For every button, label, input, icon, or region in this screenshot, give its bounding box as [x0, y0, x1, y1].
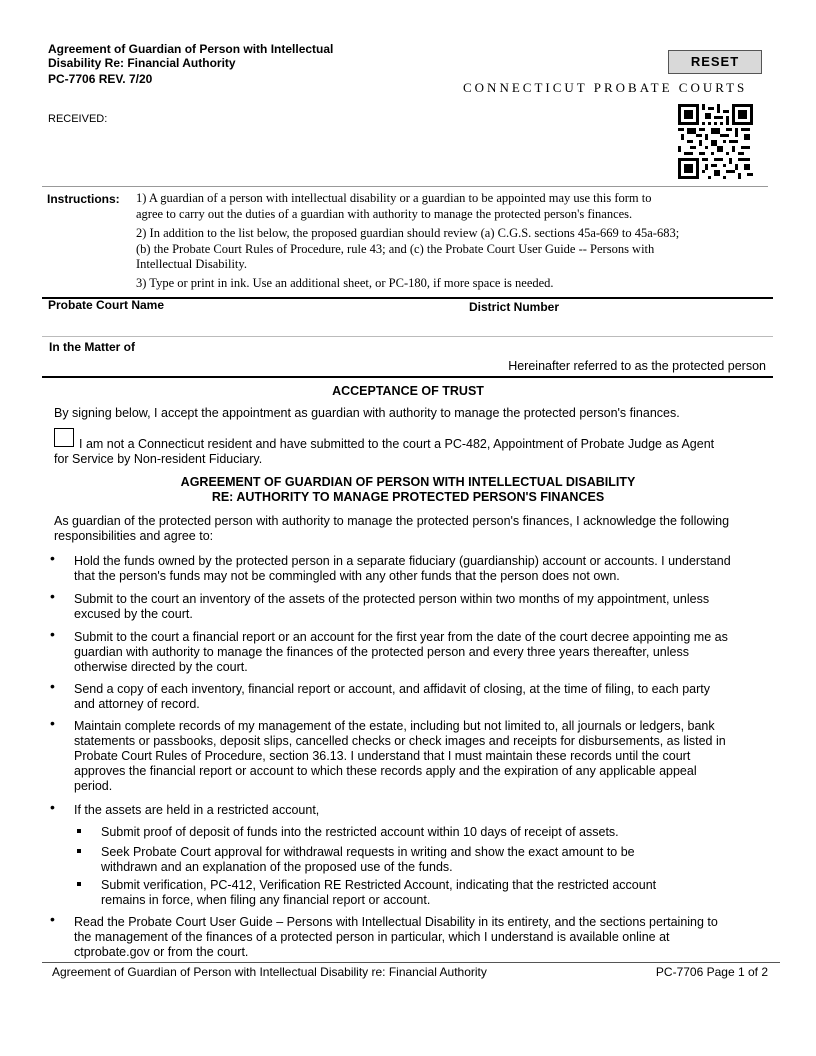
agreement-title-line1: AGREEMENT OF GUARDIAN OF PERSON WITH INTELLECTUAL DISABILITY — [180, 475, 636, 489]
qr-code-icon — [678, 104, 753, 179]
bullet-line: Send a copy of each inventory, financial report or account, and affidavit of closing, at the time of filing, to each party — [74, 682, 711, 696]
sub-bullet-line: withdrawn and an explanation of the proposed use of the funds. — [101, 860, 453, 874]
footer-page-number: PC-7706 Page 1 of 2 — [655, 965, 768, 979]
bullet-dot-icon: • — [50, 550, 55, 566]
district-number-field[interactable] — [466, 316, 772, 334]
agreement-intro-line: As guardian of the protected person with authority to manage the protected person's finances, I acknowledge the following — [54, 514, 730, 528]
sub-bullet-line: remains in force, when filing any financial report or account. — [101, 893, 431, 907]
bullet-line: Probate Court Rules of Procedure, section 36.13. I understand that I must maintain these records until the court — [74, 749, 691, 763]
agreement-bullet-1 — [74, 554, 731, 584]
bullet-dot-icon: • — [50, 799, 55, 815]
instruction-line: Intellectual Disability. — [136, 257, 247, 271]
bullet-dot-icon: • — [50, 588, 55, 604]
instruction-line: 3) Type or print in ink. Use an additional sheet, or PC-180, if more space is needed. — [136, 276, 554, 290]
footer-divider — [42, 962, 780, 963]
instruction-line: agree to carry out the duties of a guardian with authority to manage the protected person's finances. — [136, 206, 633, 221]
divider-court-name — [42, 336, 773, 337]
agreement-bullet-2 — [74, 592, 709, 622]
restricted-sub-bullet-1: Submit proof of deposit of funds into the restricted account within 10 days of receipt of assets. — [101, 825, 619, 839]
acceptance-statement: By signing below, I accept the appointment as guardian with authority to manage the protected person's finances. — [54, 406, 680, 420]
instruction-line: 1) A guardian of a person with intellectual disability or a guardian to be appointed may use this form to — [136, 191, 652, 205]
district-number-label: District Number — [469, 300, 560, 314]
bullet-line: excused by the court. — [74, 607, 193, 621]
bullet-line: Submit to the court a financial report or an account for the first year from the date of the court decree appointing me as — [74, 630, 728, 644]
agreement-intro — [54, 514, 729, 544]
probate-court-name-field[interactable] — [44, 314, 464, 334]
agreement-title-line2: RE: AUTHORITY TO MANAGE PROTECTED PERSON'S FINANCES — [211, 490, 605, 504]
form-number: PC-7706 — [48, 72, 96, 86]
restricted-sub-bullet-2 — [101, 845, 635, 875]
form-id — [48, 72, 152, 86]
form-title-line1: Agreement of Guardian of Person with Intellectual — [48, 42, 334, 56]
sub-bullet-line: Submit verification, PC-412, Verification RE Restricted Account, indicating that the restricted account — [101, 878, 657, 892]
acceptance-title: ACCEPTANCE OF TRUST — [332, 384, 484, 398]
in-the-matter-of-label: In the Matter of — [49, 340, 135, 354]
in-the-matter-of-field[interactable] — [150, 338, 770, 356]
form-title — [48, 42, 408, 70]
bullet-line: the management of the finances of a protected person in particular, which I understand is available online at — [74, 930, 670, 944]
nonresident-line2: for Service by Non-resident Fiduciary. — [54, 452, 263, 466]
bullet-line: guardian with authority to manage the finances of the protected person and every three years thereafter, unless — [74, 645, 689, 659]
divider-acceptance — [42, 376, 773, 378]
instruction-item-3 — [136, 276, 554, 292]
square-bullet-icon — [77, 829, 81, 833]
agreement-bullet-3 — [74, 630, 728, 675]
agreement-intro-line: responsibilities and agree to: — [54, 529, 214, 543]
nonresident-checkbox[interactable] — [54, 428, 74, 447]
bullet-line: approves the financial report or account to which these records apply and the expiration of any applicable appeal — [74, 764, 697, 778]
bullet-line: and attorney of record. — [74, 697, 200, 711]
bullet-line: Hold the funds owned by the protected person in a separate fiduciary (guardianship) account or accounts. I understand — [74, 554, 731, 568]
bullet-dot-icon: • — [50, 678, 55, 694]
footer-form-title: Agreement of Guardian of Person with Intellectual Disability re: Financial Authority — [52, 965, 487, 979]
sub-bullet-line: Seek Probate Court approval for withdrawal requests in writing and show the exact amount to be — [101, 845, 635, 859]
instruction-item-2 — [136, 226, 679, 273]
form-title-line2: Disability Re: Financial Authority — [48, 56, 236, 70]
reset-button[interactable]: RESET — [668, 50, 762, 74]
bullet-line: Read the Probate Court User Guide – Persons with Intellectual Disability in its entirety, and the sections pertaining to — [74, 915, 718, 929]
received-label: RECEIVED: — [48, 113, 108, 125]
hereinafter-label: Hereinafter referred to as the protected person — [508, 359, 766, 373]
bullet-line: Maintain complete records of my management of the estate, including but not limited to, all journals or ledgers, bank — [74, 719, 715, 733]
probate-court-name-label: Probate Court Name — [48, 298, 165, 312]
instruction-line: 2) In addition to the list below, the proposed guardian should review (a) C.G.S. sections 45a-669 to 45a-683; — [136, 226, 680, 240]
nonresident-line1: I am not a Connecticut resident and have submitted to the court a PC-482, Appointment of Probate Judge as Agent — [79, 437, 715, 451]
bullet-line: that the person's funds may not be commingled with any other funds that the person does not own. — [74, 569, 620, 583]
bullet-dot-icon: • — [50, 911, 55, 927]
square-bullet-icon — [77, 882, 81, 886]
restricted-sub-bullet-3 — [101, 878, 656, 908]
agreement-bullet-7 — [74, 915, 718, 960]
instruction-item-1 — [136, 191, 652, 222]
instruction-line: (b) the Probate Court Rules of Procedure, rule 43; and (c) the Probate Court User Guide -- Persons with — [136, 241, 655, 256]
bullet-line: otherwise directed by the court. — [74, 660, 248, 674]
bullet-line: statements or passbooks, deposit slips, cancelled checks or check images and receipts for disbursements, as listed in — [74, 734, 726, 748]
bullet-dot-icon: • — [50, 626, 55, 642]
court-name: CONNECTICUT PROBATE COURTS — [463, 80, 748, 95]
square-bullet-icon — [77, 849, 81, 853]
bullet-line: ctprobate.gov or from the court. — [74, 945, 249, 959]
divider-instructions — [42, 186, 768, 187]
bullet-line: period. — [74, 779, 113, 793]
bullet-line: Submit to the court an inventory of the assets of the protected person within two months of my appointment, unless — [74, 592, 710, 606]
bullet-dot-icon: • — [50, 715, 55, 731]
agreement-bullet-6: If the assets are held in a restricted account, — [74, 803, 320, 817]
form-revision: REV. 7/20 — [98, 72, 153, 86]
instructions-label: Instructions: — [47, 192, 120, 206]
agreement-bullet-4 — [74, 682, 710, 712]
agreement-bullet-5 — [74, 719, 726, 794]
